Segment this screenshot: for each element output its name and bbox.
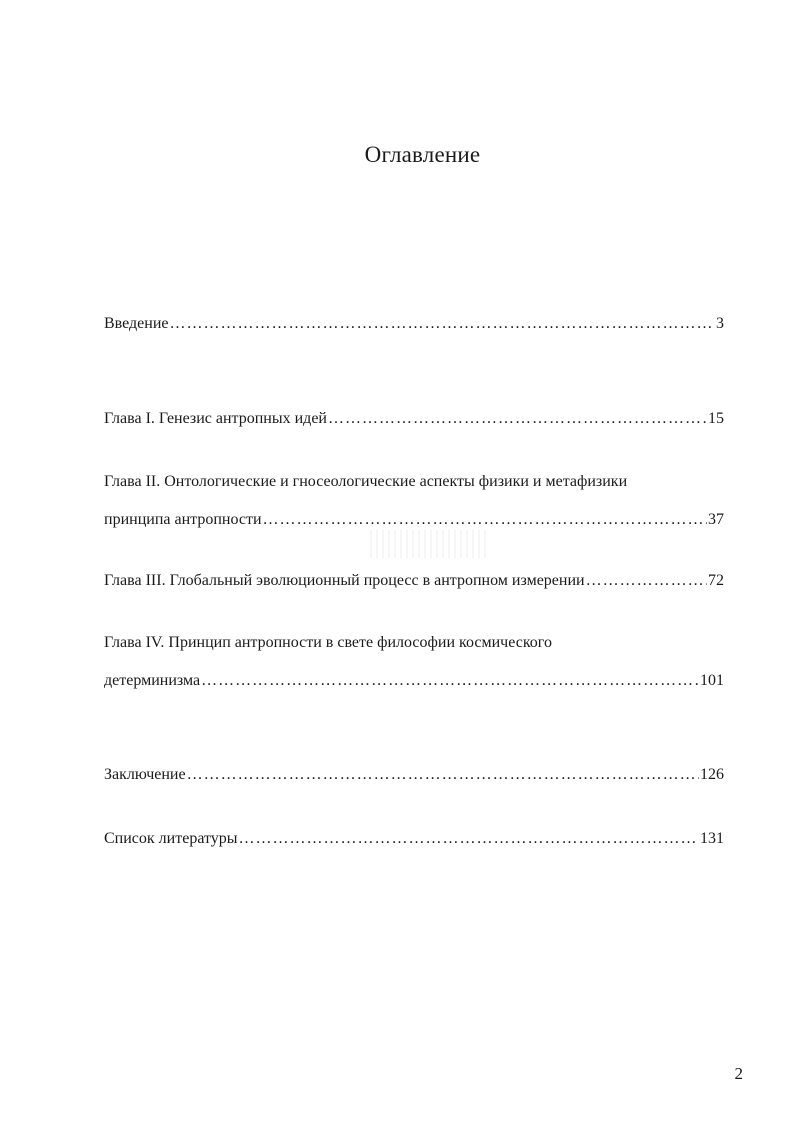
toc-leader-dots (170, 314, 716, 334)
toc-entry-chapter-4[interactable] (104, 633, 724, 691)
toc-entry-title-line2: принципа антропности (104, 511, 262, 528)
toc-leader-dots (201, 671, 699, 691)
toc-entry-conclusion[interactable] (104, 765, 724, 785)
toc-entry-title: Заключение (104, 766, 186, 783)
toc-entry-chapter-1[interactable] (104, 409, 724, 429)
toc-entry-title-line1: Глава IV. Принцип антропности в свете философии космического (104, 634, 552, 651)
toc-leader-dots (586, 571, 707, 591)
toc-entry-title: Список литературы (104, 830, 238, 847)
toc-leader-dots (328, 409, 707, 429)
toc-entry-page: 101 (700, 672, 724, 689)
toc-leader-dots (263, 510, 707, 530)
toc-leader-dots (187, 765, 699, 785)
page-number: 2 (734, 1064, 743, 1083)
toc-entry-bibliography[interactable] (104, 829, 724, 849)
toc-entry-page: 37 (708, 511, 724, 528)
toc-entry-page: 126 (700, 766, 724, 783)
toc-entry-title: Глава I. Генезис антропных идей (104, 410, 327, 427)
toc-entry-title-line2: детерминизма (104, 672, 201, 689)
toc-entry-chapter-3[interactable] (104, 571, 724, 591)
toc-entry-chapter-2[interactable] (104, 472, 724, 530)
toc-entry-page: 131 (700, 830, 724, 847)
toc-leader-dots (239, 829, 699, 849)
scan-artifact (370, 530, 490, 558)
toc-entry-introduction[interactable] (104, 314, 724, 334)
toc-entry-title-line1: Глава II. Онтологические и гносеологические аспекты физики и метафизики (104, 473, 628, 490)
toc-entry-page: 72 (708, 572, 724, 589)
toc-entry-title: Введение (104, 315, 169, 332)
toc-entry-page: 3 (716, 315, 724, 332)
page-title: Оглавление (364, 142, 481, 167)
toc-entry-title: Глава III. Глобальный эволюционный процесс в антропном измерении (104, 572, 585, 589)
toc-entry-page: 15 (708, 410, 724, 427)
